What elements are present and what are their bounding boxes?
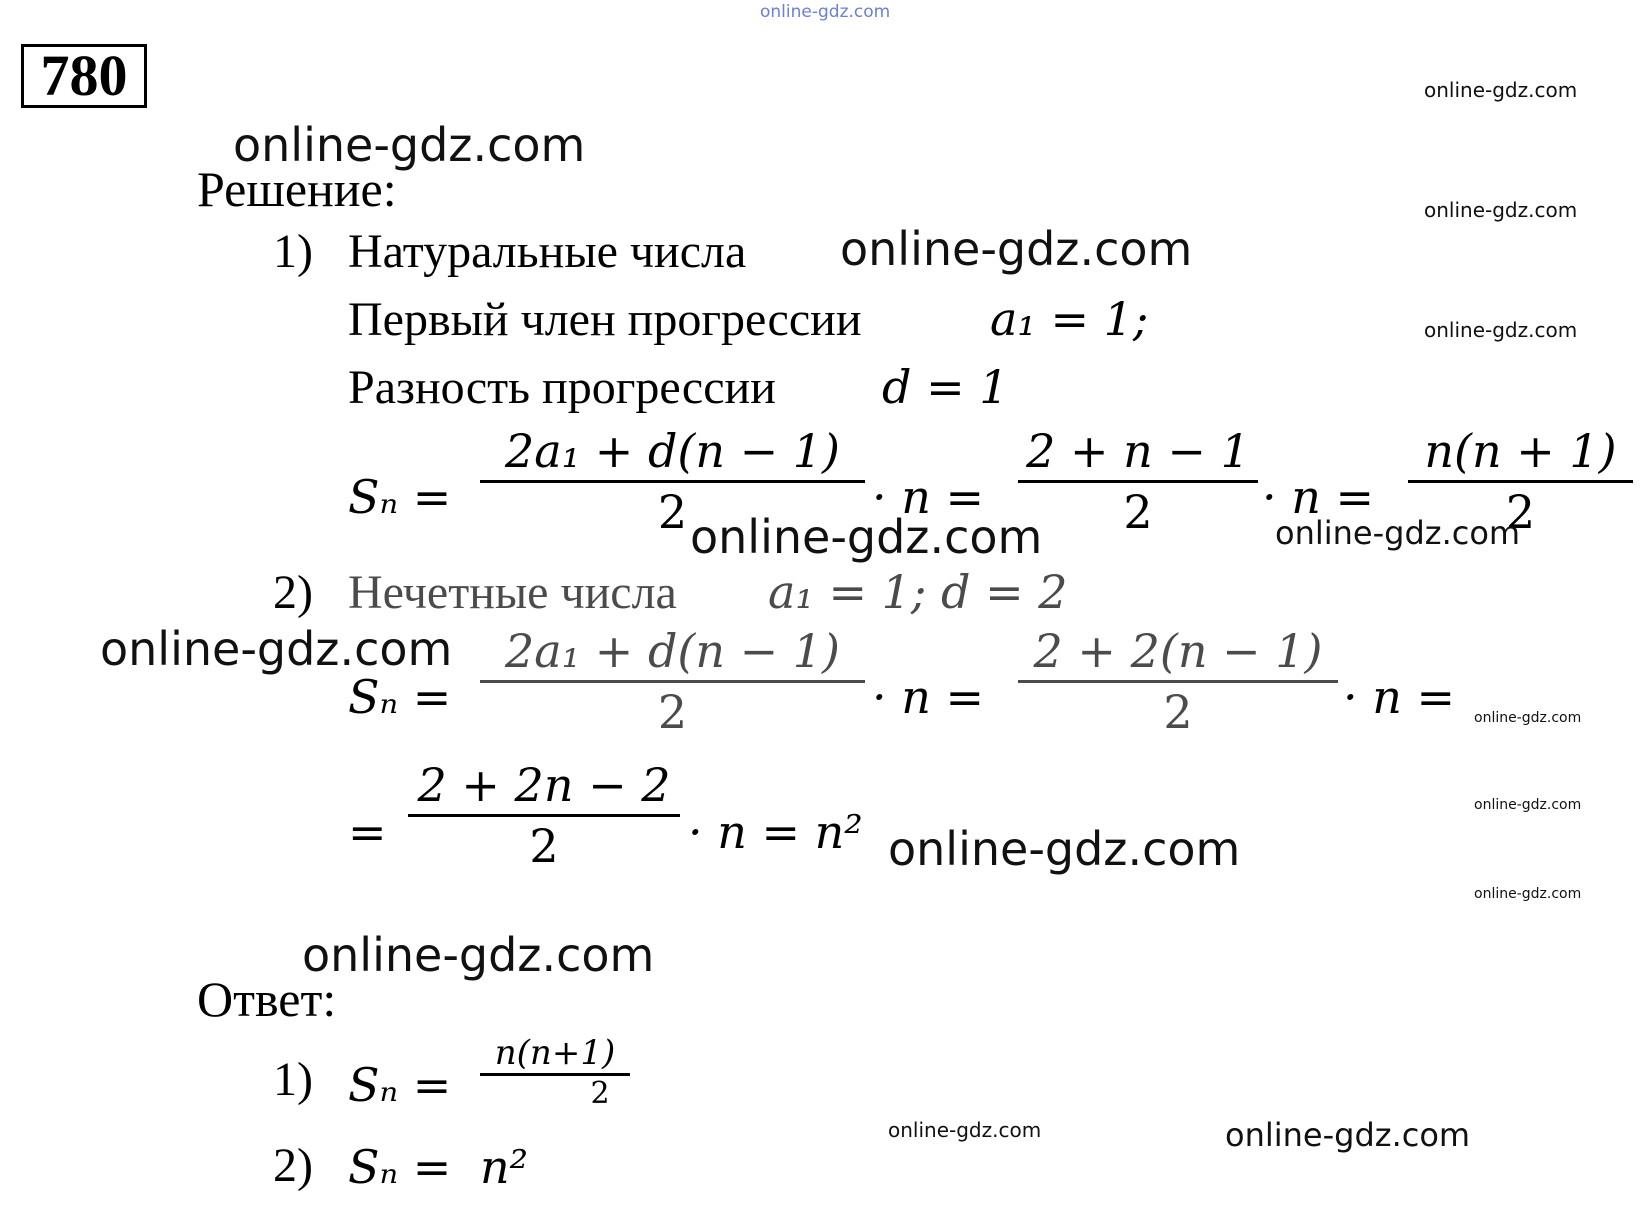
watermark: online-gdz.com — [1275, 514, 1521, 552]
answer2-label: 2) — [273, 1139, 313, 1192]
watermark: online-gdz.com — [1225, 1116, 1471, 1154]
watermark: online-gdz.com — [1424, 78, 1578, 102]
part2-frac3 — [408, 758, 680, 873]
solution-heading: Решение: — [197, 161, 397, 217]
part1-lhs: Sₙ = — [348, 470, 452, 524]
watermark: online-gdz.com — [690, 510, 1043, 564]
frac-denominator: 2 — [1163, 685, 1193, 739]
part2-frac1 — [480, 624, 865, 739]
frac-bar — [1018, 680, 1338, 683]
part2-line1-text: Нечетные числа — [348, 566, 677, 619]
part2-lhs: Sₙ = — [348, 670, 452, 724]
part2-frac2 — [1018, 624, 1338, 739]
watermark: online-gdz.com — [100, 622, 453, 676]
answer2-lhs: Sₙ = — [348, 1140, 452, 1194]
watermark: online-gdz.com — [1474, 886, 1582, 902]
part1-line1: Натуральные числа — [348, 225, 747, 278]
part2-line1-math: a₁ = 1; d = 2 — [768, 565, 1068, 619]
frac-numerator: 2 + n − 1 — [1026, 424, 1250, 478]
watermark: online-gdz.com — [888, 1118, 1042, 1142]
frac-bar — [480, 480, 865, 483]
frac-bar — [408, 814, 680, 817]
frac-numerator: 2 + 2(n − 1) — [1033, 624, 1323, 678]
frac-denominator: 2 — [657, 485, 688, 539]
watermark: online-gdz.com — [1424, 198, 1578, 222]
watermark: online-gdz.com — [840, 222, 1193, 276]
frac-denominator: 2 — [657, 685, 688, 739]
frac-numerator: n(n + 1) — [1424, 424, 1617, 478]
part2-mid2: · n = — [1343, 670, 1456, 724]
frac-numerator: n(n+1) — [494, 1033, 616, 1073]
watermark: online-gdz.com — [1474, 797, 1582, 813]
part2-label: 2) — [273, 566, 313, 619]
part1-mid2: · n = — [1262, 470, 1375, 524]
part1-frac2 — [1018, 424, 1258, 539]
frac-numerator: 2a₁ + d(n − 1) — [505, 624, 840, 678]
part1-line2-text: Первый член прогрессии — [348, 293, 862, 346]
answer1-frac — [480, 1033, 630, 1111]
watermark: online-gdz.com — [233, 118, 586, 172]
part1-line2-math: a₁ = 1; — [990, 292, 1149, 346]
part2-tail: · n = n² — [688, 805, 863, 859]
frac-bar — [1018, 480, 1258, 483]
part1-line3-math: d = 1 — [882, 360, 1009, 414]
answer1-lhs: Sₙ = — [348, 1058, 452, 1112]
frac-bar — [480, 680, 865, 683]
frac-denominator: 2 — [529, 819, 559, 873]
watermark-top: online-gdz.com — [760, 2, 891, 22]
answer1-label: 1) — [273, 1053, 313, 1106]
frac-denominator: 2 — [1505, 485, 1536, 539]
frac-numerator: 2a₁ + d(n − 1) — [505, 424, 840, 478]
part1-label: 1) — [273, 225, 313, 278]
watermark: online-gdz.com — [1424, 318, 1578, 342]
frac-bar — [1408, 480, 1633, 483]
watermark: online-gdz.com — [302, 928, 655, 982]
part1-line3-text: Разность прогрессии — [348, 361, 776, 414]
frac-numerator: 2 + 2n − 2 — [417, 758, 671, 812]
frac-denominator: 2 — [1123, 485, 1153, 539]
answer2-rhs: n² — [480, 1140, 529, 1194]
watermark: online-gdz.com — [888, 822, 1241, 876]
part1-mid1: · n = — [872, 470, 985, 524]
part2-mid1: · n = — [872, 670, 985, 724]
watermark: online-gdz.com — [1474, 710, 1582, 726]
part2-eq: = — [348, 805, 387, 859]
problem-number: 780 — [21, 44, 147, 108]
answer-heading: Ответ: — [197, 971, 337, 1027]
frac-denominator: 2 — [590, 1076, 610, 1111]
